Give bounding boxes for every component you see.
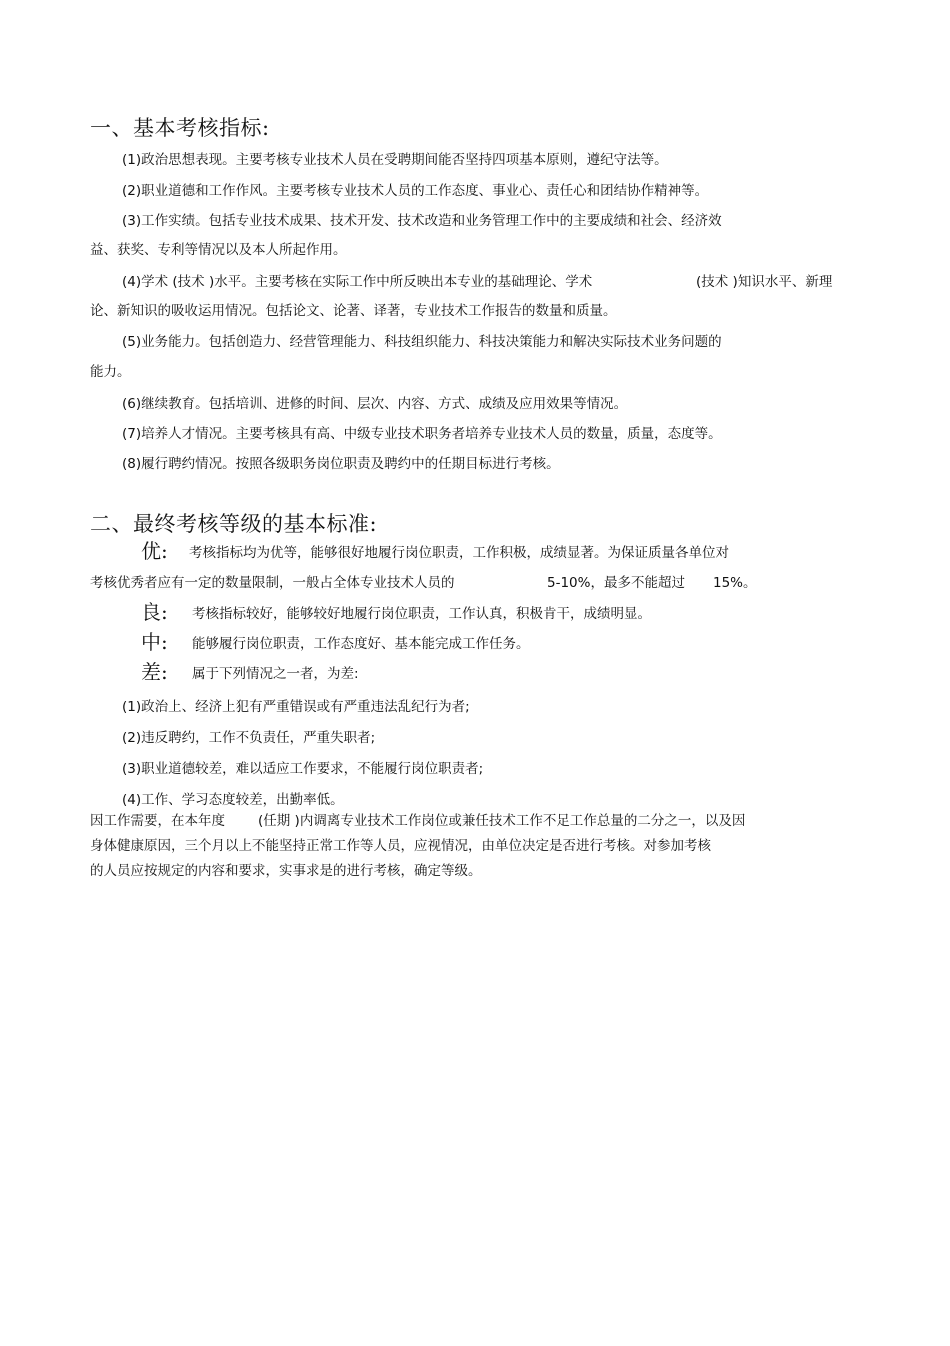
section-1-title: 一、基本考核指标: bbox=[90, 116, 270, 140]
poor-item-1: (1)政治上、经济上犯有严重错误或有严重违法乱纪行为者; bbox=[122, 699, 470, 715]
criterion-5: (5)业务能力。包括创造力、经营管理能力、科技组织能力、科技决策能力和解决实际技术业务问题的 bbox=[122, 334, 722, 350]
criterion-8: (8)履行聘约情况。按照各级职务岗位职责及聘约中的任期目标进行考核。 bbox=[122, 456, 560, 472]
grade-excellent-ratio: 5-10%，最多不能超过 bbox=[547, 575, 685, 591]
section-2-title: 二、最终考核等级的基本标准: bbox=[90, 512, 378, 536]
criterion-4: (4)学术 (技术 )水平。主要考核在实际工作中所反映出本专业的基础理论、学术 bbox=[122, 274, 593, 290]
criterion-5-cont: 能力。 bbox=[90, 364, 131, 380]
grade-medium-text: 能够履行岗位职责，工作态度好、基本能完成工作任务。 bbox=[192, 636, 530, 652]
poor-item-4: (4)工作、学习态度较差，出勤率低。 bbox=[122, 792, 344, 808]
grade-excellent-text: 考核指标均为优等，能够很好地履行岗位职责，工作积极，成绩显著。为保证质量各单位对 bbox=[189, 545, 729, 561]
poor-item-3: (3)职业道德较差，难以适应工作要求，不能履行岗位职责者; bbox=[122, 761, 484, 777]
criterion-3: (3)工作实绩。包括专业技术成果、技术开发、技术改造和业务管理工作中的主要成绩和社会、经济效 bbox=[122, 213, 722, 229]
criterion-7: (7)培养人才情况。主要考核具有高、中级专业技术职务者培养专业技术人员的数量，质量，态度等。 bbox=[122, 426, 722, 442]
grade-good: 良: bbox=[141, 600, 168, 624]
criterion-4-cont: 论、新知识的吸收运用情况。包括论文、论著、译著，专业技术工作报告的数量和质量。 bbox=[90, 303, 617, 319]
criterion-2: (2)职业道德和工作作风。主要考核专业技术人员的工作态度、事业心、责任心和团结协作精神等。 bbox=[122, 183, 709, 199]
closing-line-3: 的人员应按规定的内容和要求，实事求是的进行考核，确定等级。 bbox=[90, 863, 482, 879]
poor-item-2: (2)违反聘约，工作不负责任，严重失职者; bbox=[122, 730, 376, 746]
grade-medium: 中: bbox=[141, 630, 168, 654]
grade-excellent-max: 15%。 bbox=[713, 575, 757, 591]
grade-poor-text: 属于下列情况之一者，为差: bbox=[192, 666, 359, 682]
grade-excellent: 优: bbox=[141, 539, 168, 563]
grade-excellent-cont: 考核优秀者应有一定的数量限制，一般占全体专业技术人员的 bbox=[90, 575, 455, 591]
closing-start: 因工作需要，在本年度 bbox=[90, 813, 225, 829]
criterion-1: (1)政治思想表现。主要考核专业技术人员在受聘期间能否坚持四项基本原则，遵纪守法等。 bbox=[122, 152, 668, 168]
grade-poor: 差: bbox=[141, 660, 168, 684]
criterion-4-tail: (技术 )知识水平、新理 bbox=[696, 274, 833, 290]
closing-line-1: (任期 )内调离专业技术工作岗位或兼任技术工作不足工作总量的二分之一，以及因 bbox=[258, 813, 746, 829]
criterion-6: (6)继续教育。包括培训、进修的时间、层次、内容、方式、成绩及应用效果等情况。 bbox=[122, 396, 628, 412]
criterion-3-cont: 益、获奖、专利等情况以及本人所起作用。 bbox=[90, 242, 347, 258]
closing-line-2: 身体健康原因，三个月以上不能坚持正常工作等人员，应视情况，由单位决定是否进行考核。对参加考核 bbox=[90, 838, 711, 854]
grade-good-text: 考核指标较好，能够较好地履行岗位职责，工作认真，积极肯干，成绩明显。 bbox=[192, 606, 651, 622]
